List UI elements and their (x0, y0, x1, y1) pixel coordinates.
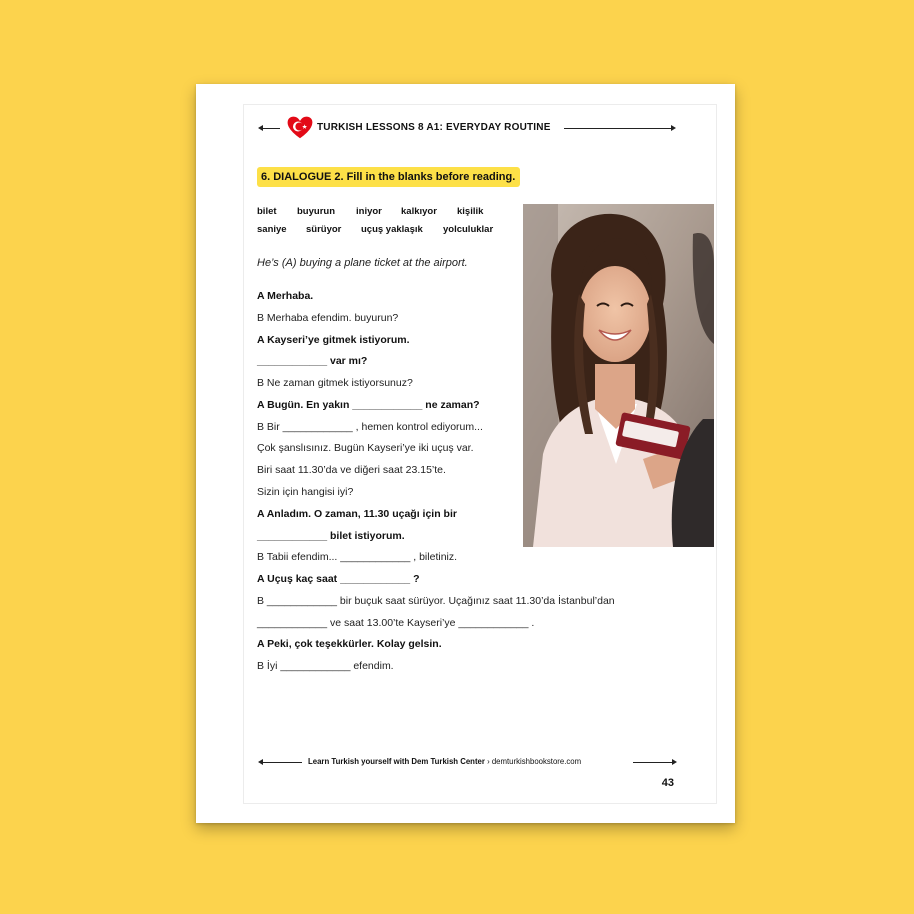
section-title: 6. DIALOGUE 2. Fill in the blanks before reading. (257, 167, 520, 187)
dialogue-line: A Kayseri’ye gitmek istiyorum. (257, 334, 410, 346)
header-title: TURKISH LESSONS 8 A1: EVERYDAY ROUTINE (317, 122, 551, 133)
dialogue-line: ____________ var mı? (257, 355, 368, 367)
header-rule-left (262, 128, 280, 129)
intro-sentence: He’s (A) buying a plane ticket at the airport. (257, 257, 468, 269)
dialogue-line: B Merhaba efendim. buyurun? (257, 312, 399, 324)
dialogue-line: A Uçuş kaç saat ____________ ? (257, 573, 420, 585)
footer-text (308, 757, 581, 766)
dialogue-line: A Bugün. En yakın ____________ ne zaman? (257, 399, 480, 411)
dialogue-line: A Anladım. O zaman, 11.30 uçağı için bir (257, 508, 457, 520)
header-rule-right (564, 128, 672, 129)
word-bank-item: uçuş yaklaşık (361, 224, 423, 235)
dialogue-line: A Peki, çok teşekkürler. Kolay gelsin. (257, 638, 442, 650)
dialogue-line: B Bir ____________ , hemen kontrol ediyorum... (257, 421, 483, 433)
word-bank-item: kişilik (457, 206, 484, 217)
dialogue-line: Sizin için hangisi iyi? (257, 486, 354, 498)
word-bank (257, 204, 517, 244)
photo-woman-at-counter (523, 204, 714, 547)
dialogue-line: Biri saat 11.30’da ve diğeri saat 23.15’te. (257, 464, 446, 476)
word-bank-item: bilet (257, 206, 277, 217)
word-bank-item: iniyor (356, 206, 382, 217)
footer-rule-left (262, 762, 302, 763)
dialogue-line: Çok şanslısınız. Bugün Kayseri’ye iki uçuş var. (257, 442, 474, 454)
dialogue-line: B Tabii efendim... ____________ , biletiniz. (257, 551, 458, 563)
photo-illustration (523, 204, 714, 547)
word-bank-item: kalkıyor (401, 206, 437, 217)
page-number: 43 (661, 777, 674, 789)
dialogue-line: A Merhaba. (257, 290, 314, 302)
word-bank-item: yolculuklar (443, 224, 494, 235)
dialogue-line: B Ne zaman gitmek istiyorsunuz? (257, 377, 413, 389)
word-bank-item: buyurun (297, 206, 335, 217)
footer-rule-right (633, 762, 673, 763)
footer-link[interactable]: › demturkishbookstore.com (484, 757, 582, 766)
dialogue-line: B ____________ bir buçuk saat sürüyor. Uçağınız saat 11.30’da İstanbul’dan (257, 595, 615, 607)
dialogue-line: ____________ ve saat 13.00’te Kayseri’ye ____________ . (257, 617, 535, 629)
turkish-flag-heart-icon (286, 115, 314, 141)
book-page (196, 84, 735, 823)
footer-strong: Learn Turkish yourself with Dem Turkish Center (308, 757, 485, 766)
dialogue-line: B İyi ____________ efendim. (257, 660, 394, 672)
word-bank-item: saniye (257, 224, 287, 235)
word-bank-item: sürüyor (306, 224, 342, 235)
dialogue-line: ____________ bilet istiyorum. (257, 530, 405, 542)
